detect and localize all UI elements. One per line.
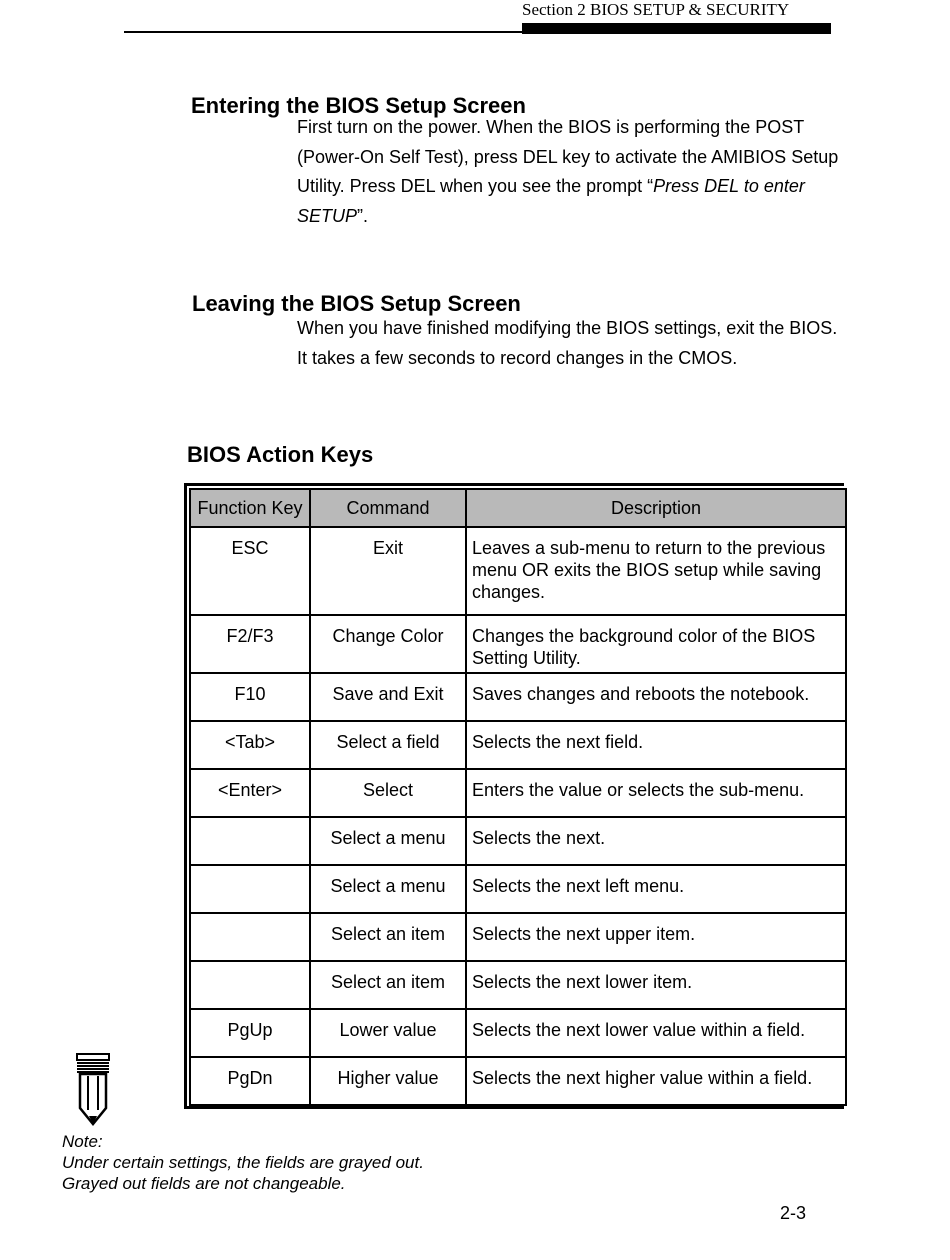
note-block xyxy=(62,1131,424,1194)
key-cell: PgUp xyxy=(190,1009,310,1057)
description-cell: Changes the background color of the BIOS Setting Utility. xyxy=(466,615,846,673)
note-line-1: Under certain settings, the fields are grayed out. xyxy=(62,1153,424,1172)
heading-entering: Entering the BIOS Setup Screen xyxy=(191,93,526,118)
table-row xyxy=(190,865,846,913)
command-cell: Save and Exit xyxy=(310,673,466,721)
table-row xyxy=(190,721,846,769)
command-cell: Change Color xyxy=(310,615,466,673)
table-row xyxy=(190,1009,846,1057)
table-row xyxy=(190,961,846,1009)
table-row xyxy=(190,615,846,673)
description-cell: Selects the next field. xyxy=(466,721,846,769)
command-cell: Higher value xyxy=(310,1057,466,1105)
heading-leaving: Leaving the BIOS Setup Screen xyxy=(192,291,521,316)
action-keys-table-frame xyxy=(184,483,844,1109)
paragraph-entering-text: First turn on the power. When the BIOS is performing the POST (Power-On Self Test), press DEL key to activate the AMIBIOS Setup Utility. Press DEL when you see the prompt “ xyxy=(297,117,839,196)
table-header-row xyxy=(190,489,846,527)
command-cell: Select a menu xyxy=(310,817,466,865)
table-row xyxy=(190,673,846,721)
pencil-icon xyxy=(74,1052,112,1126)
command-cell: Select xyxy=(310,769,466,817)
table-row xyxy=(190,527,846,615)
heading-action-keys: BIOS Action Keys xyxy=(187,442,374,467)
command-cell: Lower value xyxy=(310,1009,466,1057)
description-cell: Leaves a sub-menu to return to the previous menu OR exits the BIOS setup while saving changes. xyxy=(466,527,846,615)
command-cell: Exit xyxy=(310,527,466,615)
paragraph-leaving: When you have finished modifying the BIOS settings, exit the BIOS. It takes a few seconds to record changes in the CMOS. xyxy=(297,318,838,368)
header-description: Description xyxy=(466,489,846,527)
command-cell: Select an item xyxy=(310,913,466,961)
description-cell: Selects the next left menu. xyxy=(466,865,846,913)
table-row xyxy=(190,913,846,961)
key-cell: PgDn xyxy=(190,1057,310,1105)
description-cell: Selects the next lower item. xyxy=(466,961,846,1009)
key-cell: F10 xyxy=(190,673,310,721)
header-bar xyxy=(522,23,831,34)
description-cell: Enters the value or selects the sub-menu. xyxy=(466,769,846,817)
description-cell: Selects the next upper item. xyxy=(466,913,846,961)
description-cell: Selects the next. xyxy=(466,817,846,865)
section-header: Section 2 BIOS SETUP & SECURITY xyxy=(522,0,790,19)
key-cell: F2/F3 xyxy=(190,615,310,673)
key-cell xyxy=(190,865,310,913)
table-row xyxy=(190,769,846,817)
note-label: Note: xyxy=(62,1132,103,1151)
key-cell: ESC xyxy=(190,527,310,615)
header-command: Command xyxy=(310,489,466,527)
description-cell: Selects the next lower value within a field. xyxy=(466,1009,846,1057)
table-row xyxy=(190,1057,846,1105)
key-cell xyxy=(190,817,310,865)
page-number: 2-3 xyxy=(780,1203,807,1223)
header-rule xyxy=(124,31,524,33)
paragraph-entering xyxy=(297,113,842,231)
description-cell: Selects the next higher value within a field. xyxy=(466,1057,846,1105)
key-cell: <Tab> xyxy=(190,721,310,769)
key-cell: <Enter> xyxy=(190,769,310,817)
description-cell: Saves changes and reboots the notebook. xyxy=(466,673,846,721)
note-line-2: Grayed out fields are not changeable. xyxy=(62,1174,346,1193)
key-cell xyxy=(190,913,310,961)
command-cell: Select a menu xyxy=(310,865,466,913)
command-cell: Select a field xyxy=(310,721,466,769)
table-row xyxy=(190,817,846,865)
prompt-text: Press DEL to enter SETUP xyxy=(297,176,805,226)
paragraph-entering-end: ”. xyxy=(357,205,369,226)
action-keys-table xyxy=(189,488,847,1106)
command-cell: Select an item xyxy=(310,961,466,1009)
key-cell xyxy=(190,961,310,1009)
header-function-key: Function Key xyxy=(190,489,310,527)
